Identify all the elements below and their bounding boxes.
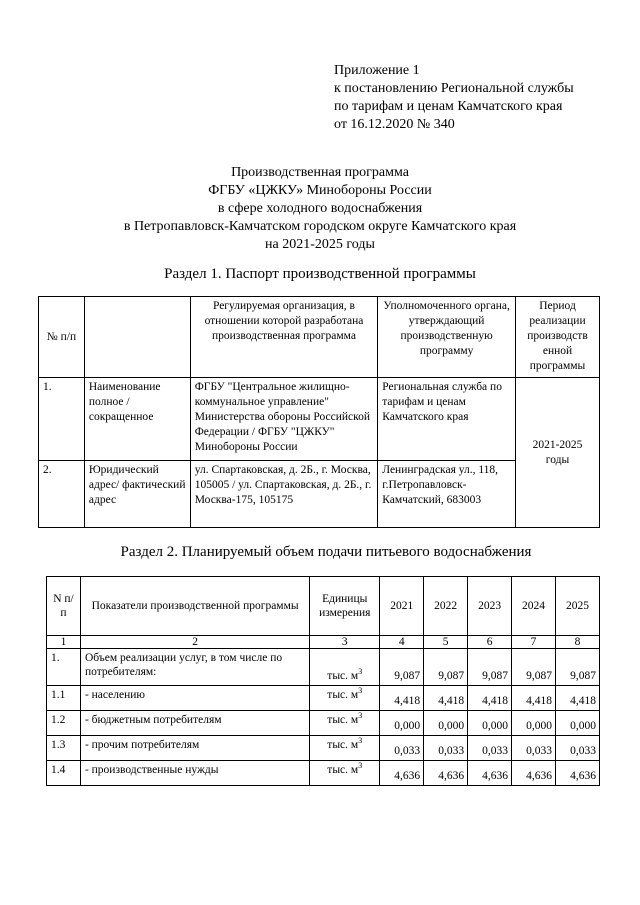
appendix-line: от 16.12.2020 № 340 (334, 117, 455, 132)
row-value: 4,418 (380, 686, 424, 711)
row-value: 0,033 (512, 736, 556, 761)
row-unit (310, 736, 380, 761)
column-number: 6 (468, 636, 512, 649)
column-number: 4 (380, 636, 424, 649)
volume-table (46, 576, 600, 786)
unit-base: тыс. м (327, 689, 359, 701)
appendix-block (334, 62, 574, 134)
header-authority: Уполномоченного органа, утверждающий производственную программу (378, 297, 516, 378)
row-num: 1.3 (47, 736, 81, 761)
header-year: 2025 (555, 577, 599, 636)
row-value: 0,000 (380, 711, 424, 736)
column-number-row (47, 636, 600, 649)
column-number: 7 (512, 636, 556, 649)
column-number: 1 (47, 636, 81, 649)
table-row (47, 686, 600, 711)
table-row (47, 649, 600, 686)
header-num: № п/п (39, 297, 85, 378)
row-value: 4,636 (512, 761, 556, 786)
unit-superscript: 3 (358, 761, 363, 771)
document-title (0, 164, 640, 254)
row-value: 0,033 (424, 736, 468, 761)
row-label: Юридический адрес/ фактический адрес (84, 461, 190, 528)
row-value: 9,087 (468, 649, 512, 686)
row-value: 4,636 (424, 761, 468, 786)
row-value: 9,087 (424, 649, 468, 686)
row-value: 4,636 (468, 761, 512, 786)
column-number: 3 (310, 636, 380, 649)
row-value: 9,087 (512, 649, 556, 686)
row-value: 4,636 (380, 761, 424, 786)
section1-heading: Раздел 1. Паспорт производственной программы (164, 266, 476, 282)
row-num: 1. (39, 378, 85, 461)
row-num: 1. (47, 649, 81, 686)
row-value: 0,033 (555, 736, 599, 761)
unit-base: тыс. м (327, 670, 359, 682)
row-unit (310, 761, 380, 786)
row-num: 1.2 (47, 711, 81, 736)
header-year: 2023 (468, 577, 512, 636)
header-blank (84, 297, 190, 378)
row-num: 1.4 (47, 761, 81, 786)
appendix-line: по тарифам и ценам Камчатского края (334, 99, 563, 114)
row-indicator: - населению (80, 686, 309, 711)
unit-superscript: 3 (358, 686, 363, 696)
header-year: 2022 (424, 577, 468, 636)
passport-table (38, 296, 600, 528)
title-line: в Петропавловск-Камчатском городском округе Камчатского края (123, 219, 517, 234)
passport-row (39, 378, 600, 461)
row-value: 4,418 (512, 686, 556, 711)
row-indicator: Объем реализации услуг, в том числе по потребителям: (80, 649, 309, 686)
row-value: 4,418 (555, 686, 599, 711)
header-year: 2024 (512, 577, 556, 636)
unit-superscript: 3 (358, 667, 363, 677)
row-value: 0,000 (555, 711, 599, 736)
passport-header-row (39, 297, 600, 378)
header-org: Регулируемая организация, в отношении которой разработана производственная программа (190, 297, 378, 378)
row-value: 4,418 (424, 686, 468, 711)
row-value: 4,418 (468, 686, 512, 711)
row-unit (310, 649, 380, 686)
title-line: ФГБУ «ЦЖКУ» Минобороны России (208, 183, 432, 198)
row-value: 9,087 (380, 649, 424, 686)
unit-superscript: 3 (358, 711, 363, 721)
row-unit (310, 686, 380, 711)
appendix-line: к постановлению Региональной службы (334, 81, 574, 96)
row-label: Наименование полное / сокращенное (84, 378, 190, 461)
table-row (47, 711, 600, 736)
row-org: ул. Спартаковская, д. 2Б., г. Москва, 105005 / ул. Спартаковская, д. 2Б., г. Москва-175, 105175 (190, 461, 378, 528)
volume-header-row (47, 577, 600, 636)
passport-row (39, 461, 600, 528)
unit-superscript: 3 (358, 736, 363, 746)
row-value: 0,000 (468, 711, 512, 736)
header-unit: Единицы измерения (310, 577, 380, 636)
row-num: 1.1 (47, 686, 81, 711)
row-value: 4,636 (555, 761, 599, 786)
period-value: 2021-2025 годы (516, 378, 600, 528)
row-indicator: - прочим потребителям (80, 736, 309, 761)
row-value: 0,033 (380, 736, 424, 761)
header-period: Период реализации производств енной программы (516, 297, 600, 378)
column-number: 2 (80, 636, 309, 649)
title-line: в сфере холодного водоснабжения (217, 201, 423, 216)
row-unit (310, 711, 380, 736)
table-row (47, 736, 600, 761)
section2-heading: Раздел 2. Планируемый объем подачи питьевого водоснабжения (120, 544, 532, 560)
row-value: 0,000 (424, 711, 468, 736)
unit-base: тыс. м (327, 764, 359, 776)
row-value: 9,087 (555, 649, 599, 686)
unit-base: тыс. м (327, 714, 359, 726)
header-indicator: Показатели производственной программы (80, 577, 309, 636)
column-number: 5 (424, 636, 468, 649)
row-value: 0,033 (468, 736, 512, 761)
column-number: 8 (555, 636, 599, 649)
title-line: Производственная программа (231, 165, 409, 180)
row-value: 0,000 (512, 711, 556, 736)
table-row (47, 761, 600, 786)
row-indicator: - бюджетным потребителям (80, 711, 309, 736)
header-year: 2021 (380, 577, 424, 636)
row-indicator: - производственные нужды (80, 761, 309, 786)
title-line: на 2021-2025 годы (265, 237, 375, 252)
unit-base: тыс. м (327, 739, 359, 751)
row-num: 2. (39, 461, 85, 528)
row-authority: Региональная служба по тарифам и ценам Камчатского края (378, 378, 516, 461)
row-authority: Ленинградская ул., 118, г.Петропавловск-Камчатский, 683003 (378, 461, 516, 528)
appendix-line: Приложение 1 (334, 63, 420, 78)
row-org: ФГБУ "Центральное жилищно-коммунальное управление" Министерства обороны Российской Федерации / ФГБУ "ЦЖКУ" Минобороны России (190, 378, 378, 461)
header-num: N п/п (47, 577, 81, 636)
